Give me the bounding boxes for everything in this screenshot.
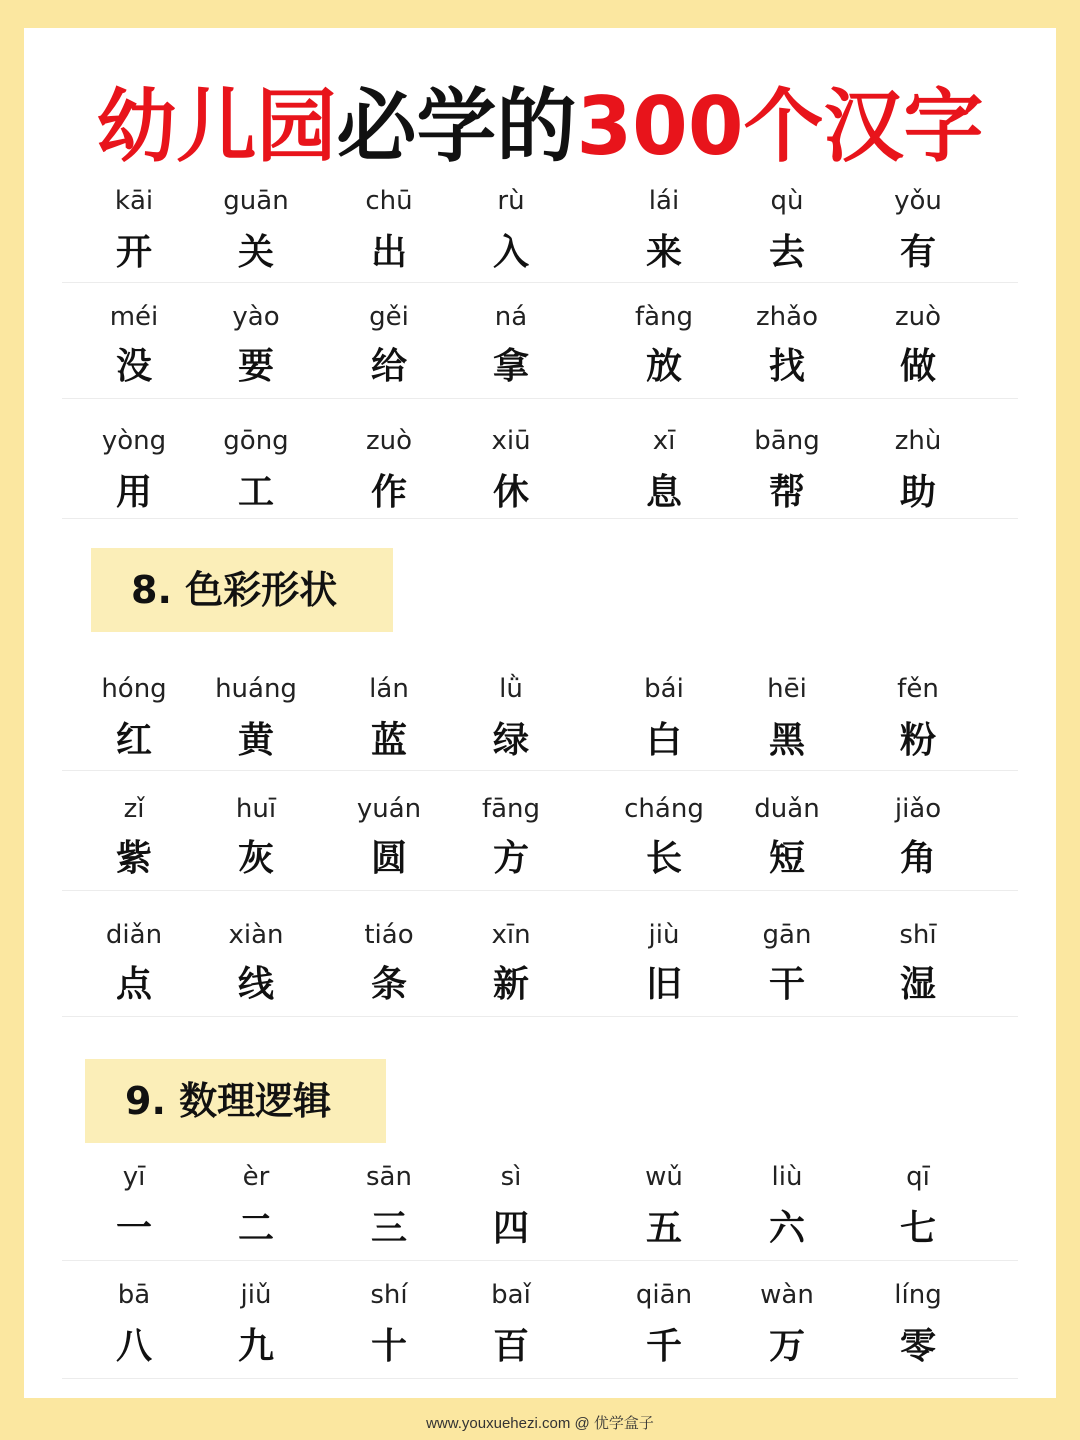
hanzi-character: 放 [645,346,682,387]
pinyin-label: yào [232,302,280,332]
hanzi-character: 去 [768,232,805,273]
pinyin-label: qù [770,186,804,216]
hanzi-character: 黑 [768,720,805,761]
character-card [446,172,576,282]
hanzi-character: 给 [370,346,407,387]
character-card [324,172,454,282]
character-card [853,408,983,518]
pinyin-label: rù [497,186,525,216]
character-row [62,660,1018,771]
pinyin-label: sì [500,1162,522,1192]
pinyin-label: gān [762,920,812,950]
hanzi-character: 出 [370,232,407,273]
pinyin-label: zuò [365,426,413,456]
hanzi-character: 点 [115,964,152,1005]
character-card [191,172,321,282]
character-card [599,660,729,770]
pinyin-label: cháng [624,794,704,824]
pinyin-label: fàng [634,302,694,332]
pinyin-label: liù [771,1162,803,1192]
character-card [599,288,729,398]
character-card [69,1150,199,1260]
character-card [191,1268,321,1378]
pinyin-label: hóng [101,674,167,704]
pinyin-label: wàn [760,1280,814,1310]
pinyin-label: yǒu [894,186,942,216]
character-card [599,172,729,282]
pinyin-label: yuán [356,794,422,824]
character-row [62,172,1018,283]
character-card [722,1268,852,1378]
character-card [69,780,199,890]
pinyin-label: bāng [754,426,820,456]
pinyin-label: jiǎo [894,794,942,824]
pinyin-label: shī [899,920,937,950]
title-part-1: 幼儿园 [96,80,337,173]
pinyin-label: diǎn [105,920,163,950]
hanzi-character: 二 [237,1208,274,1249]
character-card [191,288,321,398]
character-card [853,906,983,1016]
hanzi-character: 关 [237,232,274,273]
hanzi-character: 湿 [899,964,936,1005]
pinyin-label: líng [894,1280,942,1310]
pinyin-label: gōng [223,426,289,456]
hanzi-character: 用 [115,472,152,513]
pinyin-label: xiū [491,426,531,456]
pinyin-label: yī [122,1162,146,1192]
character-card [722,906,852,1016]
character-card [446,660,576,770]
character-card [191,780,321,890]
hanzi-character: 千 [645,1326,682,1367]
pinyin-label: duǎn [754,794,820,824]
hanzi-character: 工 [237,472,274,513]
hanzi-character: 三 [370,1208,407,1249]
pinyin-label: gěi [369,302,409,332]
character-card [446,1268,576,1378]
hanzi-character: 方 [492,838,529,879]
character-card [191,660,321,770]
hanzi-character: 白 [645,720,682,761]
hanzi-character: 六 [768,1208,805,1249]
character-card [446,1150,576,1260]
pinyin-label: kāi [114,186,154,216]
pinyin-label: xiàn [228,920,284,950]
hanzi-character: 帮 [768,472,805,513]
pinyin-label: sān [366,1162,412,1192]
character-card [324,1268,454,1378]
hanzi-character: 紫 [115,838,152,879]
character-card [853,1150,983,1260]
hanzi-character: 入 [492,232,529,273]
character-card [69,408,199,518]
character-card [446,780,576,890]
character-card [853,172,983,282]
hanzi-character: 要 [237,346,274,387]
character-card [324,660,454,770]
pinyin-label: jiù [648,920,680,950]
hanzi-character: 没 [115,346,152,387]
character-card [599,780,729,890]
character-card [69,906,199,1016]
hanzi-character: 五 [645,1208,682,1249]
hanzi-character: 作 [370,472,407,513]
character-card [722,288,852,398]
character-row [62,906,1018,1017]
pinyin-label: tiáo [364,920,414,950]
hanzi-character: 绿 [492,720,529,761]
character-card [853,288,983,398]
character-card [191,408,321,518]
character-card [69,172,199,282]
character-row [62,1150,1018,1261]
pinyin-label: èr [242,1162,270,1192]
section-heading-label: 9. 数理逻辑 [125,1079,332,1123]
hanzi-character: 一 [115,1208,152,1249]
pinyin-label: lán [369,674,409,704]
pinyin-label: jiǔ [240,1280,272,1310]
hanzi-character: 十 [370,1326,407,1367]
hanzi-character: 灰 [237,838,274,879]
character-card [191,906,321,1016]
hanzi-character: 七 [899,1208,936,1249]
character-card [446,408,576,518]
hanzi-character: 做 [899,346,936,387]
pinyin-label: yòng [101,426,167,456]
pinyin-label: xīn [491,920,531,950]
pinyin-label: guān [223,186,289,216]
hanzi-character: 助 [899,472,936,513]
hanzi-character: 黄 [237,720,274,761]
pinyin-label: zǐ [123,794,145,824]
section-heading-colors-shapes [91,548,393,632]
hanzi-character: 拿 [492,346,529,387]
character-card [324,1150,454,1260]
character-card [853,780,983,890]
hanzi-character: 蓝 [370,720,407,761]
character-card [599,1268,729,1378]
pinyin-label: qī [906,1162,930,1192]
character-card [324,906,454,1016]
hanzi-character: 短 [768,838,805,879]
hanzi-character: 百 [492,1326,529,1367]
pinyin-label: méi [109,302,159,332]
pinyin-label: wǔ [645,1162,683,1192]
character-row [62,408,1018,519]
hanzi-character: 红 [115,720,152,761]
character-card [446,288,576,398]
hanzi-character: 息 [645,472,682,513]
pinyin-label: chū [365,186,413,216]
pinyin-label: lái [648,186,680,216]
character-card [722,172,852,282]
pinyin-label: fěn [897,674,939,704]
hanzi-character: 零 [899,1326,936,1367]
character-card [324,780,454,890]
character-card [722,660,852,770]
page-title [24,72,1056,182]
character-card [324,288,454,398]
character-card [853,660,983,770]
hanzi-character: 来 [645,232,682,273]
hanzi-character: 圆 [370,838,407,879]
hanzi-character: 开 [115,232,152,273]
pinyin-label: zhǎo [756,302,818,332]
pinyin-label: bái [644,674,684,704]
pinyin-label: huī [235,794,277,824]
hanzi-character: 旧 [645,964,682,1005]
section-heading-label: 8. 色彩形状 [131,568,338,612]
hanzi-character: 线 [237,964,274,1005]
pinyin-label: xī [652,426,676,456]
hanzi-character: 角 [899,838,936,879]
character-card [722,1150,852,1260]
hanzi-character: 八 [115,1326,152,1367]
pinyin-label: zhù [894,426,942,456]
title-part-2: 必学的 [336,80,577,173]
character-card [69,288,199,398]
footer-credit: www.youxuehezi.com @ 优学盒子 [426,1415,654,1432]
content-card [24,28,1056,1398]
character-card [722,780,852,890]
pinyin-label: lǜ [499,674,523,704]
character-card [722,408,852,518]
character-card [69,1268,199,1378]
character-card [599,906,729,1016]
hanzi-character: 干 [768,964,805,1005]
character-card [446,906,576,1016]
title-part-3: 300个汉字 [576,80,984,173]
character-row [62,1268,1018,1379]
character-card [853,1268,983,1378]
hanzi-character: 四 [492,1208,529,1249]
hanzi-character: 万 [768,1326,805,1367]
hanzi-character: 九 [237,1326,274,1367]
hanzi-character: 找 [768,346,805,387]
character-card [324,408,454,518]
character-card [191,1150,321,1260]
character-row [62,288,1018,399]
pinyin-label: qiān [635,1280,693,1310]
hanzi-character: 新 [492,964,529,1005]
hanzi-character: 条 [370,964,407,1005]
pinyin-label: bā [117,1280,151,1310]
hanzi-character: 粉 [899,720,936,761]
character-row [62,780,1018,891]
character-card [599,408,729,518]
character-card [599,1150,729,1260]
section-heading-math-logic [85,1059,386,1143]
pinyin-label: baǐ [491,1280,531,1310]
character-card [69,660,199,770]
pinyin-label: ná [494,302,528,332]
pinyin-label: hēi [767,674,807,704]
pinyin-label: fāng [481,794,541,824]
hanzi-character: 有 [899,232,936,273]
hanzi-character: 长 [645,838,682,879]
pinyin-label: zuò [894,302,942,332]
pinyin-label: huáng [215,674,297,704]
pinyin-label: shí [370,1280,408,1310]
hanzi-character: 休 [492,472,529,513]
